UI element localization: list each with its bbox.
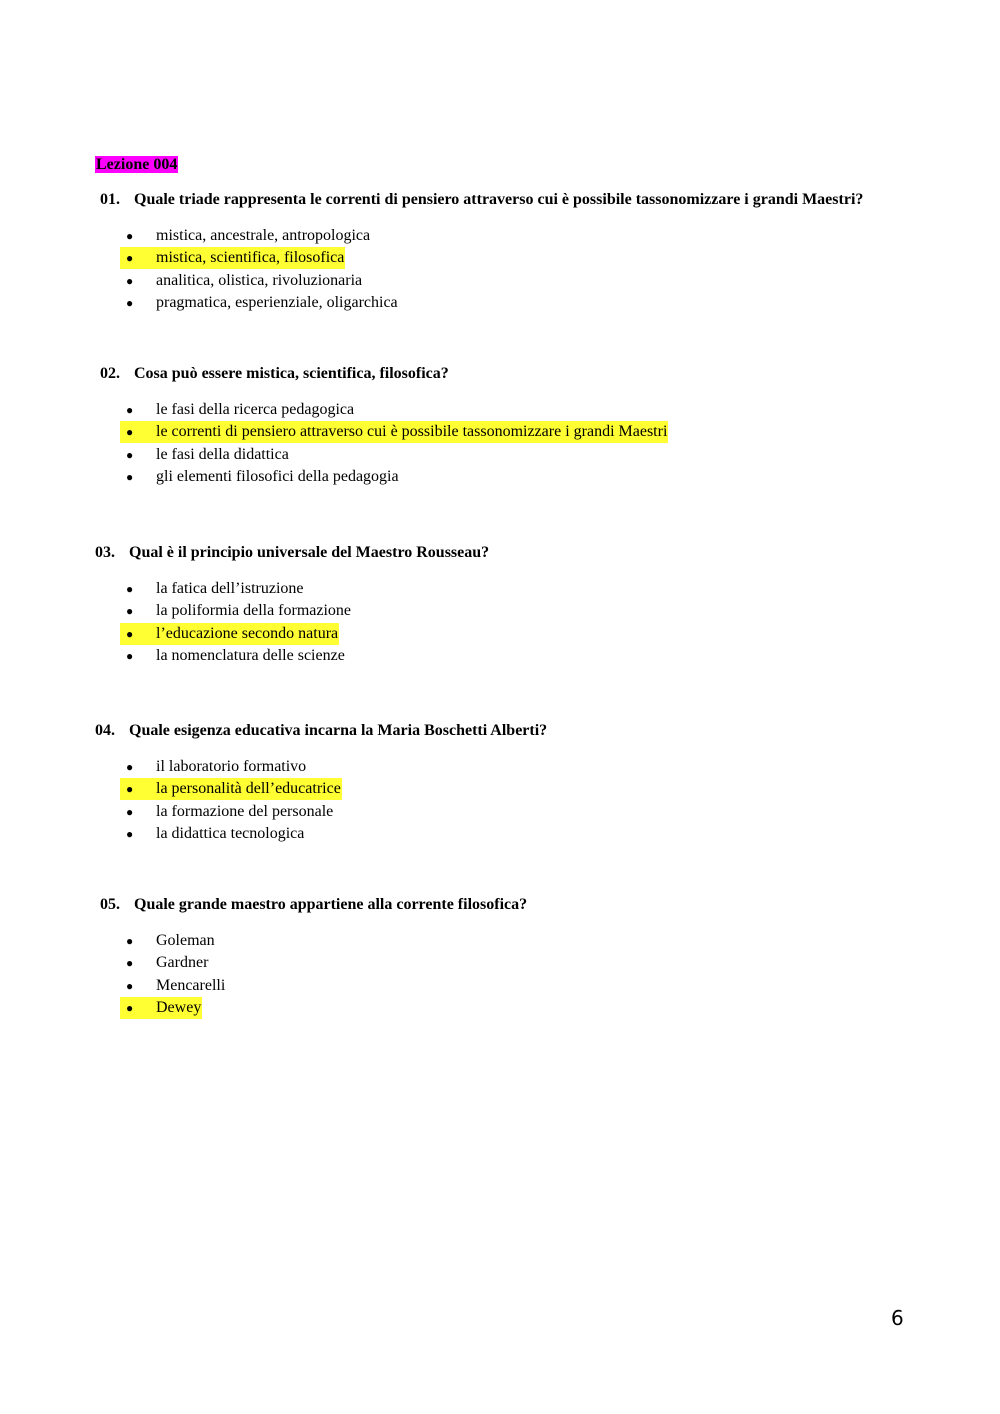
question-number: 01. [100, 191, 120, 208]
bullet-icon: ● [126, 626, 134, 641]
bullet-icon: ● [126, 649, 134, 664]
question-heading [100, 190, 863, 210]
answer-option: ● la formazione del personale [120, 801, 342, 823]
question-text: Cosa può essere mistica, scientifica, filosofica? [134, 365, 449, 382]
answer-option: ● pragmatica, esperienziale, oligarchica [120, 292, 399, 314]
answer-option: ● la nomenclatura delle scienze [120, 645, 352, 667]
page-number: 6 [891, 1306, 904, 1330]
answer-option: ● analitica, olistica, rivoluzionaria [120, 270, 399, 292]
answer-option-correct: ● la personalità dell’educatrice [120, 778, 342, 800]
bullet-icon: ● [126, 827, 134, 842]
answer-option: ● mistica, ancestrale, antropologica [120, 225, 399, 247]
question-number: 05. [100, 896, 120, 913]
lesson-title-text: Lezione 004 [96, 156, 178, 173]
question-heading [95, 721, 547, 741]
answer-option: ● la didattica tecnologica [120, 823, 342, 845]
question-number: 04. [95, 722, 115, 739]
answer-option-correct: ● Dewey [120, 997, 226, 1019]
answer-list [120, 399, 668, 489]
bullet-icon: ● [126, 1001, 134, 1016]
question-number: 03. [95, 544, 115, 561]
answer-option: ● Mencarelli [120, 975, 226, 997]
bullet-icon: ● [126, 804, 134, 819]
answer-option: ● Goleman [120, 930, 226, 952]
bullet-icon: ● [126, 425, 134, 440]
answer-list [120, 930, 226, 1020]
answer-option-correct: ● l’educazione secondo natura [120, 623, 352, 645]
answer-option: ● la fatica dell’istruzione [120, 578, 352, 600]
answer-option: ● gli elementi filosofici della pedagogia [120, 466, 668, 488]
question-text: Quale triade rappresenta le correnti di pensiero attraverso cui è possibile tassonomizzare i grandi Maestri? [134, 191, 864, 208]
question-number: 02. [100, 365, 120, 382]
question-text: Qual è il principio universale del Maestro Rousseau? [129, 544, 490, 561]
lesson-title [95, 155, 178, 175]
bullet-icon: ● [126, 760, 134, 774]
bullet-icon: ● [126, 296, 134, 311]
bullet-icon: ● [126, 934, 134, 948]
answer-list [120, 756, 342, 846]
question-text: Quale grande maestro appartiene alla corrente filosofica? [134, 896, 528, 913]
answer-option: ● le fasi della ricerca pedagogica [120, 399, 668, 421]
bullet-icon: ● [126, 229, 134, 243]
bullet-icon: ● [126, 582, 134, 596]
answer-option: ● la poliformia della formazione [120, 600, 352, 622]
bullet-icon: ● [126, 273, 134, 288]
question-heading [100, 895, 527, 915]
answer-list [120, 578, 352, 668]
bullet-icon: ● [126, 403, 134, 417]
answer-option: ● Gardner [120, 952, 226, 974]
question-heading [95, 543, 489, 563]
question-heading [100, 364, 449, 384]
answer-list [120, 225, 399, 315]
bullet-icon: ● [126, 604, 134, 619]
bullet-icon: ● [126, 447, 134, 462]
answer-option-correct: ● le correnti di pensiero attraverso cui è possibile tassonomizzare i grandi Maestri [120, 421, 668, 443]
bullet-icon: ● [126, 470, 134, 485]
answer-option-correct: ● mistica, scientifica, filosofica [120, 247, 399, 269]
bullet-icon: ● [126, 978, 134, 993]
bullet-icon: ● [126, 782, 134, 797]
bullet-icon: ● [126, 956, 134, 971]
question-text: Quale esigenza educativa incarna la Maria Boschetti Alberti? [129, 722, 548, 739]
answer-option: ● le fasi della didattica [120, 444, 668, 466]
bullet-icon: ● [126, 251, 134, 266]
answer-option: ● il laboratorio formativo [120, 756, 342, 778]
